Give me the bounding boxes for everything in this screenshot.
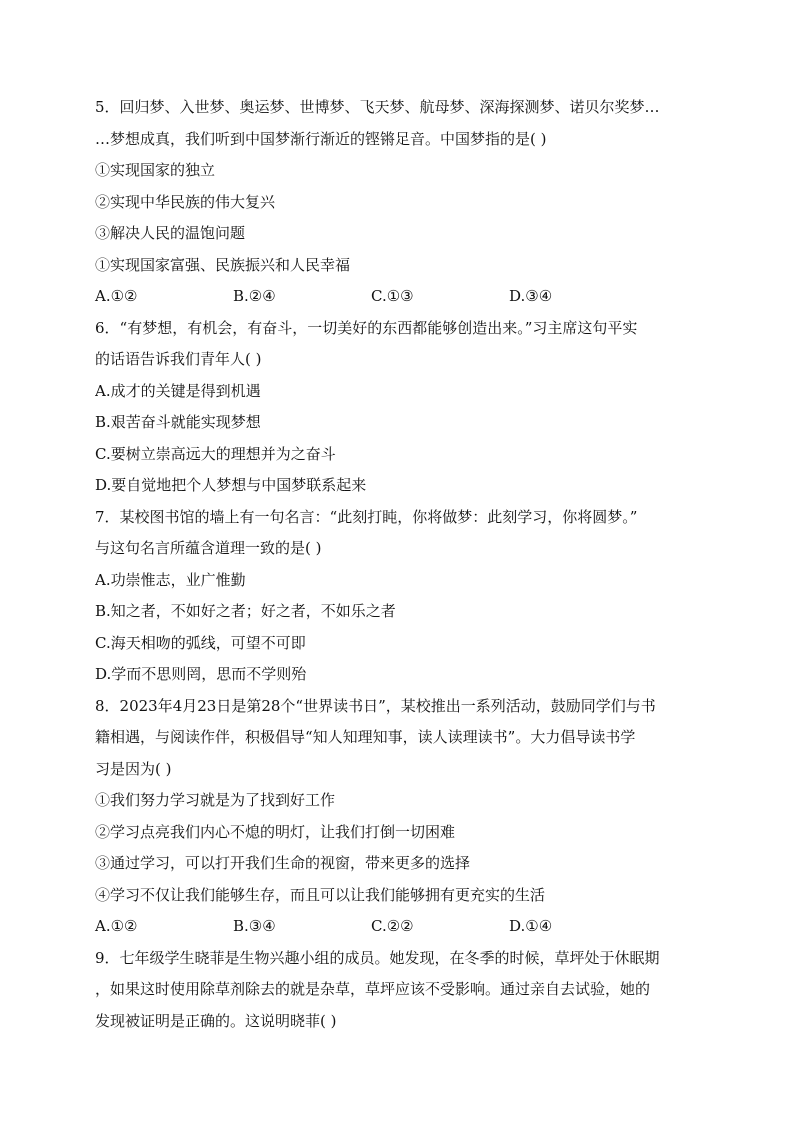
question-8-stem-line-2: 籍相遇，与阅读作伴，积极倡导“知人知理知事，读人读理读书”。大力倡导读书学 xyxy=(95,728,636,746)
question-6-option-a: A.成才的关键是得到机遇 xyxy=(95,381,261,400)
question-8-option-b: B.③④ xyxy=(233,917,276,935)
question-5-stem-line-2: …梦想成真，我们听到中国梦渐行渐近的铿锵足音。中国梦指的是( ) xyxy=(95,129,547,148)
question-8-choice-1: ①我们努力学习就是为了找到好工作 xyxy=(95,791,336,809)
question-8-stem-line-3: 习是因为( ) xyxy=(95,759,172,778)
question-7-option-b: B.知之者，不如好之者；好之者，不如乐之者 xyxy=(95,602,396,620)
question-6-option-c: C.要树立崇高远大的理想并为之奋斗 xyxy=(95,444,336,463)
question-9-stem-line-2: ，如果这时使用除草剂除去的就是杂草，草坪应该不受影响。通过亲自去试验，她的 xyxy=(95,980,651,998)
question-5-choice-4: ①实现国家富强、民族振兴和人民幸福 xyxy=(95,255,351,274)
question-6-stem-line-2: 的话语告诉我们青年人( ) xyxy=(95,350,262,368)
question-5-option-c: C.①③ xyxy=(371,287,414,305)
question-7-stem-line-1: 7．某校图书馆的墙上有一句名言：“此刻打盹，你将做梦：此刻学习，你将圆梦。” xyxy=(95,507,638,526)
question-6-option-b: B.艰苦奋斗就能实现梦想 xyxy=(95,413,261,431)
question-7-stem-line-2: 与这句名言所蕴含道理一致的是( ) xyxy=(95,539,322,557)
question-8-option-a: A.①② xyxy=(95,917,138,935)
question-5 xyxy=(95,92,707,313)
question-8-choice-2: ②学习点亮我们内心不熄的明灯，让我们打倒一切困难 xyxy=(95,822,456,841)
question-9-stem-line-3: 发现被证明是正确的。这说明晓菲( ) xyxy=(95,1011,337,1030)
question-5-option-a: A.①② xyxy=(95,287,138,305)
question-7 xyxy=(95,502,707,691)
question-8-stem-line-1: 8．2023年4月23日是第28个“世界读书日”，某校推出一系列活动，鼓励同学们与书 xyxy=(95,696,656,715)
question-6 xyxy=(95,313,707,502)
question-8-options xyxy=(95,911,707,943)
question-8-choice-4: ④学习不仅让我们能够生存，而且可以让我们能够拥有更充实的生活 xyxy=(95,885,546,904)
question-7-option-c: C.海天相吻的弧线，可望不可即 xyxy=(95,633,306,652)
question-5-stem-line-1: 5．回归梦、入世梦、奥运梦、世博梦、飞天梦、航母梦、深海探测梦、诺贝尔奖梦… xyxy=(95,98,660,116)
question-9 xyxy=(95,943,707,1038)
question-5-options xyxy=(95,281,707,313)
question-5-option-d: D.③④ xyxy=(509,287,553,305)
question-5-choice-2: ②实现中华民族的伟大复兴 xyxy=(95,192,276,211)
question-8 xyxy=(95,691,707,943)
question-6-stem-line-1: 6．“有梦想，有机会，有奋斗，一切美好的东西都能够创造出来。”习主席这句平实 xyxy=(95,318,638,337)
question-list xyxy=(95,92,707,1037)
question-5-choice-1: ①实现国家的独立 xyxy=(95,161,216,179)
question-8-option-c: C.②② xyxy=(371,917,414,935)
question-8-option-d: D.①④ xyxy=(509,917,553,935)
question-9-stem-line-1: 9．七年级学生晓菲是生物兴趣小组的成员。她发现，在冬季的时候，草坪处于休眠期 xyxy=(95,948,660,967)
question-5-option-b: B.②④ xyxy=(233,287,276,305)
question-7-option-a: A.功崇惟志，业广惟勤 xyxy=(95,570,246,589)
question-7-option-d: D.学而不思则罔，思而不学则殆 xyxy=(95,665,307,683)
question-5-choice-3: ③解决人民的温饱问题 xyxy=(95,224,246,242)
question-6-option-d: D.要自觉地把个人梦想与中国梦联系起来 xyxy=(95,476,367,494)
question-8-choice-3: ③通过学习，可以打开我们生命的视窗，带来更多的选择 xyxy=(95,854,471,872)
